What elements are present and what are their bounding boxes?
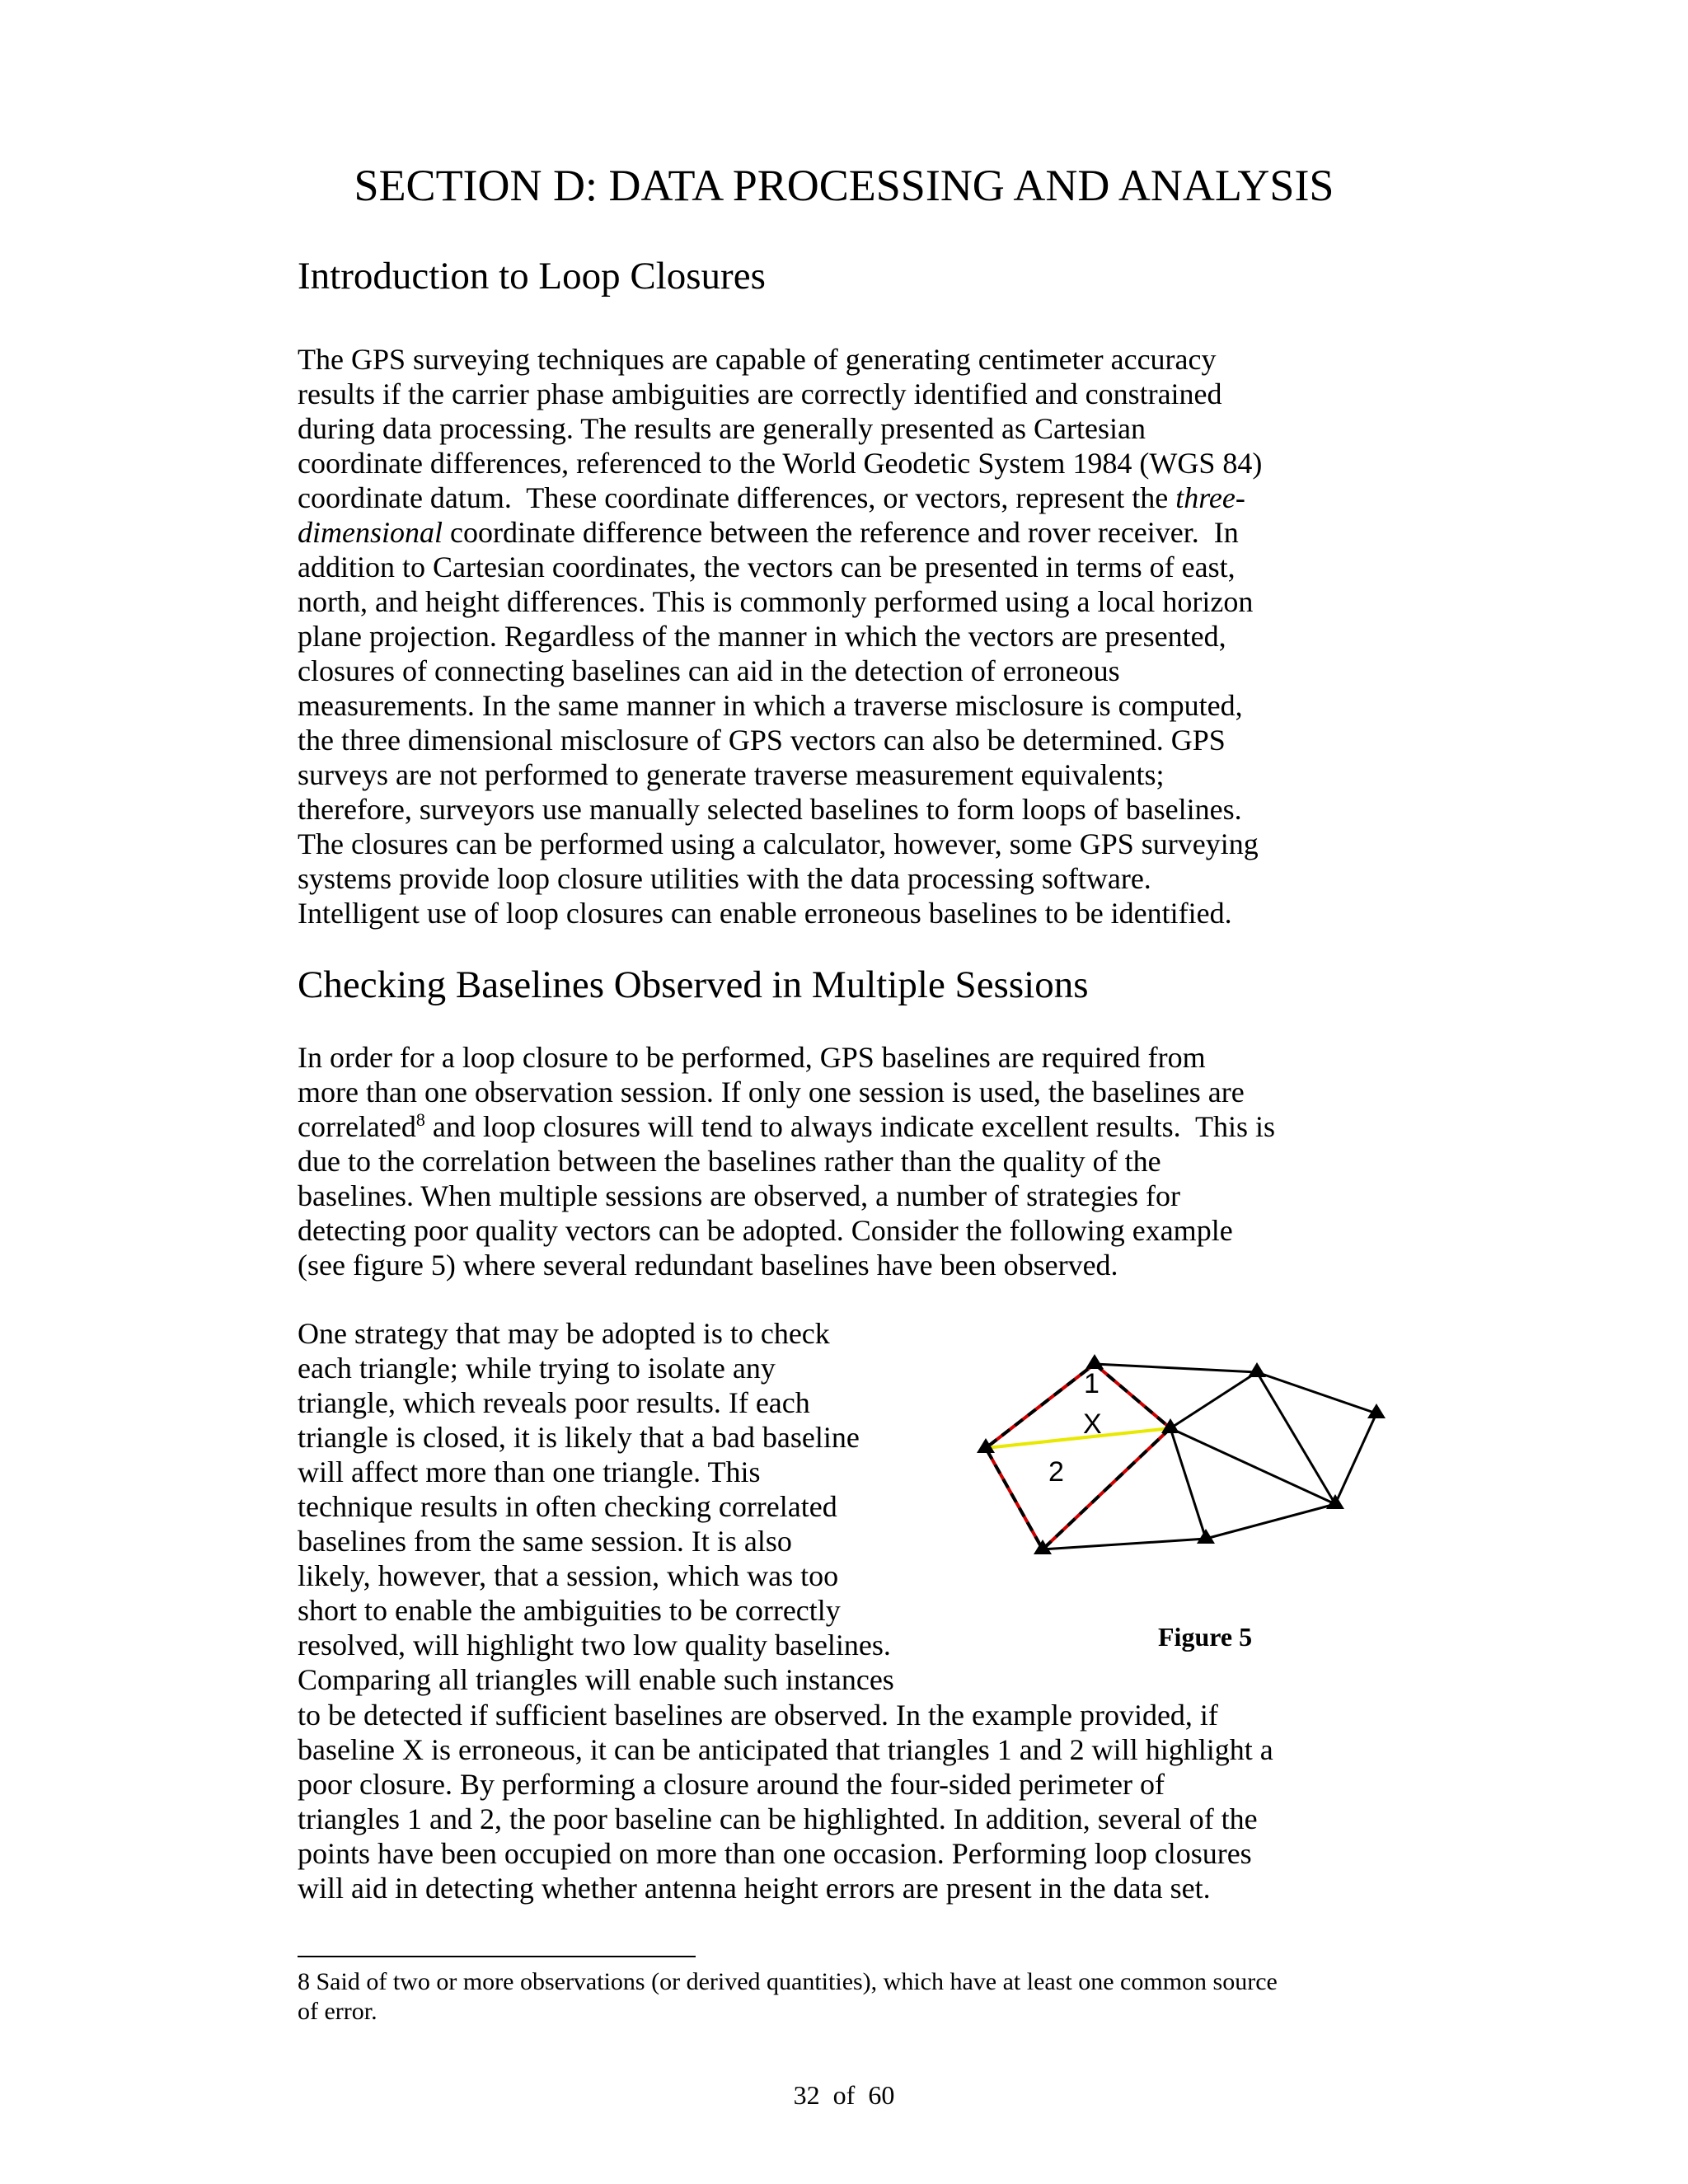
text-line: baselines from the same session. It is also xyxy=(298,1525,792,1558)
station-marker xyxy=(1085,1354,1104,1369)
text-segment: and loop closures will tend to always indicate excellent results. This is xyxy=(424,1110,1276,1143)
footnote xyxy=(298,1967,1278,2027)
text-line: addition to Cartesian coordinates, the vectors can be presented in terms of east, xyxy=(298,551,1236,583)
strategy-paragraph-full xyxy=(298,1698,1273,1905)
checking-heading: Checking Baselines Observed in Multiple Sessions xyxy=(298,963,1089,1006)
text-line: during data processing. The results are generally presented as Cartesian xyxy=(298,412,1146,445)
footnote-reference[interactable]: 8 xyxy=(415,1109,425,1130)
text-line: coordinate differences, referenced to the World Geodetic System 1984 (WGS 84) xyxy=(298,447,1263,480)
loop-perimeter-dashes xyxy=(986,1364,1170,1549)
figure-caption: Figure 5 xyxy=(1158,1622,1253,1652)
text-line: will aid in detecting whether antenna height errors are present in the data set. xyxy=(298,1872,1211,1905)
station-marker xyxy=(977,1438,995,1453)
triangle-1-label: 1 xyxy=(1084,1368,1100,1399)
footnote-line: 8 Said of two or more observations (or derived quantities), which have at least one common source xyxy=(298,1968,1278,1995)
text-line: results if the carrier phase ambiguities are correctly identified and constrained xyxy=(298,377,1222,410)
text-line xyxy=(298,1109,1275,1144)
text-line: the three dimensional misclosure of GPS vectors can also be determined. GPS xyxy=(298,724,1226,757)
text-line: baseline X is erroneous, it can be anticipated that triangles 1 and 2 will highlight a xyxy=(298,1733,1273,1766)
baseline-edge xyxy=(1170,1428,1335,1504)
text-line xyxy=(298,515,1262,550)
text-line: triangles 1 and 2, the poor baseline can be highlighted. In addition, several of the xyxy=(298,1802,1258,1835)
text-line: technique results in often checking correlated xyxy=(298,1490,837,1523)
italic-text: dimensional xyxy=(298,516,443,549)
text-line: more than one observation session. If only one session is used, the baselines are xyxy=(298,1076,1245,1108)
text-segment: coordinate difference between the reference and rover receiver. In xyxy=(443,516,1239,549)
text-line: The GPS surveying techniques are capable of generating centimeter accuracy xyxy=(298,343,1217,376)
intro-heading: Introduction to Loop Closures xyxy=(298,255,766,298)
strategy-paragraph-wrapped xyxy=(298,1316,894,1697)
intro-paragraph xyxy=(298,342,1262,930)
text-line: plane projection. Regardless of the manner in which the vectors are presented, xyxy=(298,620,1226,653)
baseline-edge xyxy=(1206,1504,1335,1539)
text-segment: coordinate datum. These coordinate differences, or vectors, represent the xyxy=(298,481,1176,514)
text-line: Intelligent use of loop closures can enable erroneous baselines to be identified. xyxy=(298,897,1232,930)
checking-paragraph xyxy=(298,1040,1275,1282)
baseline-edge xyxy=(1257,1372,1376,1413)
baseline-edge xyxy=(1335,1413,1376,1504)
text-line: The closures can be performed using a calculator, however, some GPS surveying xyxy=(298,827,1259,860)
text-line: likely, however, that a session, which was too xyxy=(298,1559,839,1592)
text-line: measurements. In the same manner in which a traverse misclosure is computed, xyxy=(298,689,1243,722)
loop-perimeter xyxy=(986,1364,1170,1549)
text-line: each triangle; while trying to isolate any xyxy=(298,1352,776,1385)
text-line: systems provide loop closure utilities with the data processing software. xyxy=(298,862,1151,895)
text-line: to be detected if sufficient baselines are observed. In the example provided, if xyxy=(298,1699,1218,1732)
text-line: north, and height differences. This is commonly performed using a local horizon xyxy=(298,585,1254,618)
text-line: closures of connecting baselines can aid in the detection of erroneous xyxy=(298,654,1120,687)
text-line: triangle, which reveals poor results. If each xyxy=(298,1386,810,1419)
text-line: therefore, surveyors use manually selected baselines to form loops of baselines. xyxy=(298,793,1242,826)
baseline-edge xyxy=(1170,1372,1257,1428)
baseline-x-label: X xyxy=(1083,1408,1102,1440)
baseline-edge xyxy=(1170,1428,1206,1539)
text-segment: correlated xyxy=(298,1110,416,1143)
text-line: One strategy that may be adopted is to check xyxy=(298,1317,830,1350)
station-marker xyxy=(1248,1362,1266,1377)
baseline-edge xyxy=(1257,1372,1335,1504)
text-line: In order for a loop closure to be performed, GPS baselines are required from xyxy=(298,1041,1206,1074)
page-number: 32 of 60 xyxy=(793,2080,895,2110)
text-line: triangle is closed, it is likely that a bad baseline xyxy=(298,1421,860,1454)
text-line: Comparing all triangles will enable such instances xyxy=(298,1663,894,1696)
baseline-network-svg xyxy=(973,1323,1401,1570)
section-title: SECTION D: DATA PROCESSING AND ANALYSIS xyxy=(354,161,1334,210)
text-line: surveys are not performed to generate traverse measurement equivalents; xyxy=(298,758,1165,791)
text-line: due to the correlation between the baselines rather than the quality of the xyxy=(298,1145,1161,1178)
text-line xyxy=(298,480,1262,515)
station-marker xyxy=(1161,1418,1179,1433)
footnote-divider xyxy=(298,1956,696,1957)
baseline-x-highlight xyxy=(986,1428,1170,1448)
baseline-edge xyxy=(1095,1364,1257,1372)
text-line: will affect more than one triangle. This xyxy=(298,1455,761,1488)
text-line: points have been occupied on more than one occasion. Performing loop closures xyxy=(298,1837,1252,1870)
baseline-edge xyxy=(1043,1539,1206,1549)
text-line: baselines. When multiple sessions are observed, a number of strategies for xyxy=(298,1179,1181,1212)
footnote-line: of error. xyxy=(298,1998,377,2025)
text-line: (see figure 5) where several redundant baselines have been observed. xyxy=(298,1249,1118,1282)
triangle-2-label: 2 xyxy=(1048,1456,1064,1488)
station-markers xyxy=(977,1354,1386,1554)
text-line: resolved, will highlight two low quality baselines. xyxy=(298,1629,891,1661)
text-line: short to enable the ambiguities to be correctly xyxy=(298,1594,841,1627)
italic-text: three- xyxy=(1175,481,1245,514)
text-line: detecting poor quality vectors can be adopted. Consider the following example xyxy=(298,1214,1233,1247)
figure-5-network-diagram xyxy=(973,1323,1401,1570)
text-line: poor closure. By performing a closure around the four-sided perimeter of xyxy=(298,1768,1165,1801)
